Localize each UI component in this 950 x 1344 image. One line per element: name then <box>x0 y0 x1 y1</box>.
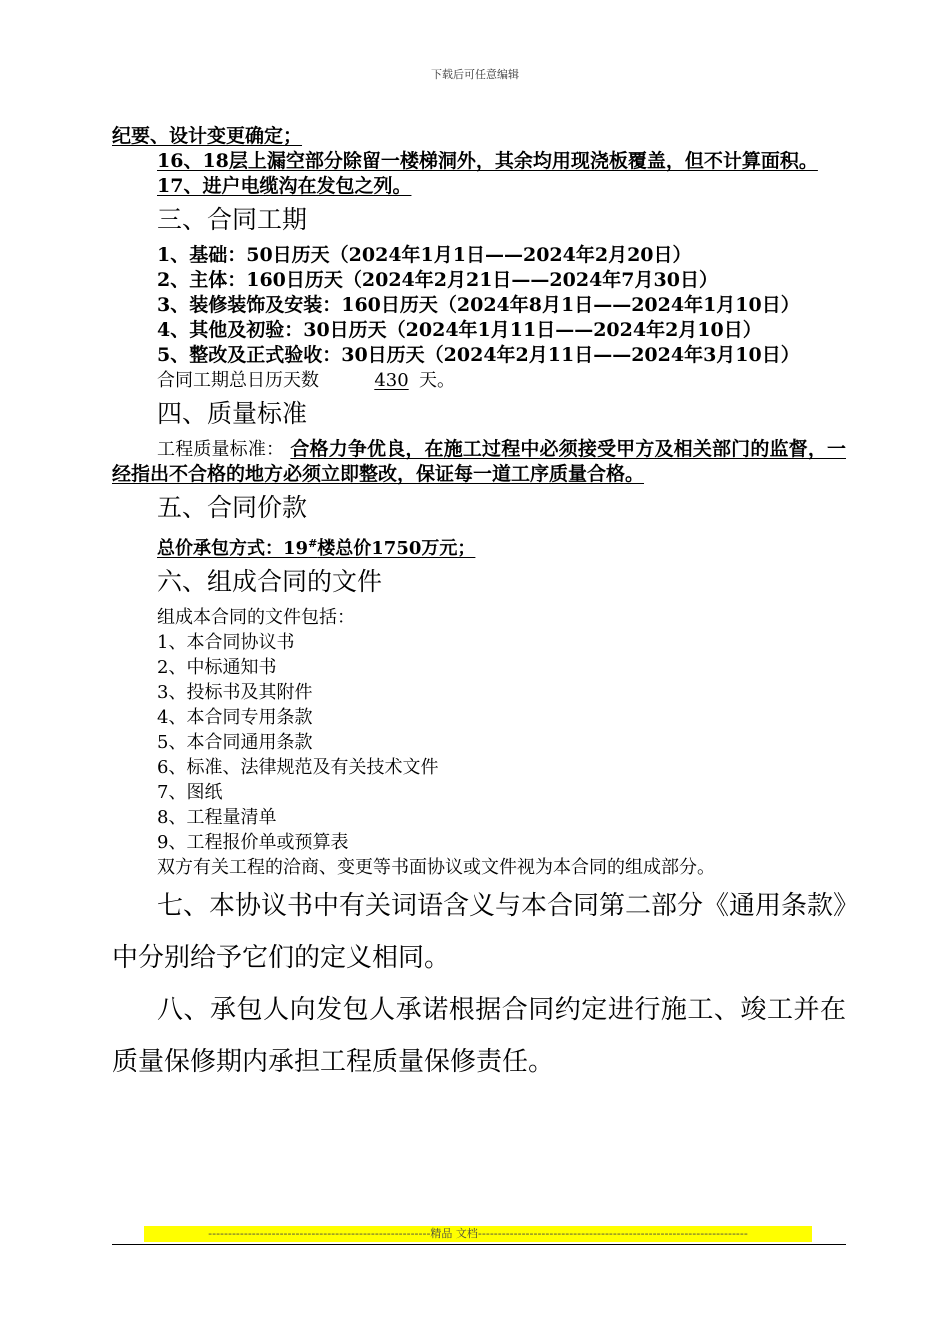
schedule-item-5: 5、整改及正式验收：30日历天（2024年2月11日——2024年3月10日） <box>157 344 800 366</box>
schedule-total-suffix: 天。 <box>419 370 455 391</box>
documents-item-9: 9、工程报价单或预算表 <box>157 832 349 853</box>
schedule-total <box>112 368 846 393</box>
price-sup: # <box>308 537 318 550</box>
paragraph-item-17: 17、进户电缆沟在发包之列。 <box>157 175 412 197</box>
footer-banner <box>144 1226 812 1242</box>
section-8-text: 八、承包人向发包人承诺根据合同约定进行施工、竣工并在质量保修期内承担工程质量保修责任。 <box>112 995 846 1077</box>
section-4-title: 四、质量标准 <box>157 399 308 428</box>
documents-intro: 组成本合同的文件包括： <box>157 607 355 628</box>
schedule-item-3: 3、装修装饰及安装：160日历天（2024年8月1日——2024年1月10日） <box>157 294 800 316</box>
documents-item-3: 3、投标书及其附件 <box>157 682 313 703</box>
documents-item-5: 5、本合同通用条款 <box>157 732 313 753</box>
section-5-title: 五、合同价款 <box>157 493 308 522</box>
section-3-title: 三、合同工期 <box>157 205 308 234</box>
quality-text: 合格力争优良，在施工过程中必须接受甲方及相关部门的监督，一经指出不合格的地方必须立即整改，保证每一道工序质量合格。 <box>112 438 846 485</box>
paragraph-item-16: 16、18层上漏空部分除留一楼梯洞外，其余均用现浇板覆盖，但不计算面积。 <box>157 150 818 172</box>
documents-item-7: 7、图纸 <box>157 782 223 803</box>
price-text-a: 总价承包方式：19 <box>157 538 309 559</box>
price-text-b: 楼总价1750万元； <box>317 538 476 559</box>
schedule-item-4: 4、其他及初验：30日历天（2024年1月11日——2024年2月10日） <box>157 319 762 341</box>
documents-item-4: 4、本合同专用条款 <box>157 707 313 728</box>
documents-item-6: 6、标准、法律规范及有关技术文件 <box>157 757 439 778</box>
documents-item-1: 1、本合同协议书 <box>157 632 295 653</box>
schedule-total-prefix: 合同工期总日历天数 <box>157 370 319 391</box>
section-7-text: 七、本协议书中有关词语含义与本合同第二部分《通用条款》中分别给予它们的定义相同。 <box>112 891 847 973</box>
quality-label: 工程质量标准： <box>157 439 285 460</box>
page-header: 下载后可任意编辑 <box>431 68 519 81</box>
documents-closing: 双方有关工程的洽商、变更等书面协议或文件视为本合同的组成部分。 <box>157 857 715 878</box>
price-paragraph <box>112 531 846 561</box>
footer-rule <box>112 1244 846 1245</box>
schedule-item-1: 1、基础：50日历天（2024年1月1日——2024年2月20日） <box>157 244 692 266</box>
footer-dashes-left: -------------------------------------------------------- <box>208 1227 431 1240</box>
documents-item-8: 8、工程量清单 <box>157 807 277 828</box>
paragraph-minutes: 纪要、设计变更确定； <box>112 125 303 147</box>
documents-item-2: 2、中标通知书 <box>157 657 277 678</box>
footer-dashes-right: -------------------------------------------------------------------- <box>477 1227 748 1240</box>
schedule-item-2: 2、主体：160日历天（2024年2月21日——2024年7月30日） <box>157 269 718 291</box>
footer-text: 精品 文档 <box>430 1227 478 1240</box>
schedule-total-value: 430 <box>374 370 409 391</box>
section-6-title: 六、组成合同的文件 <box>157 567 383 596</box>
document-body <box>112 124 846 1088</box>
quality-paragraph <box>112 437 846 487</box>
